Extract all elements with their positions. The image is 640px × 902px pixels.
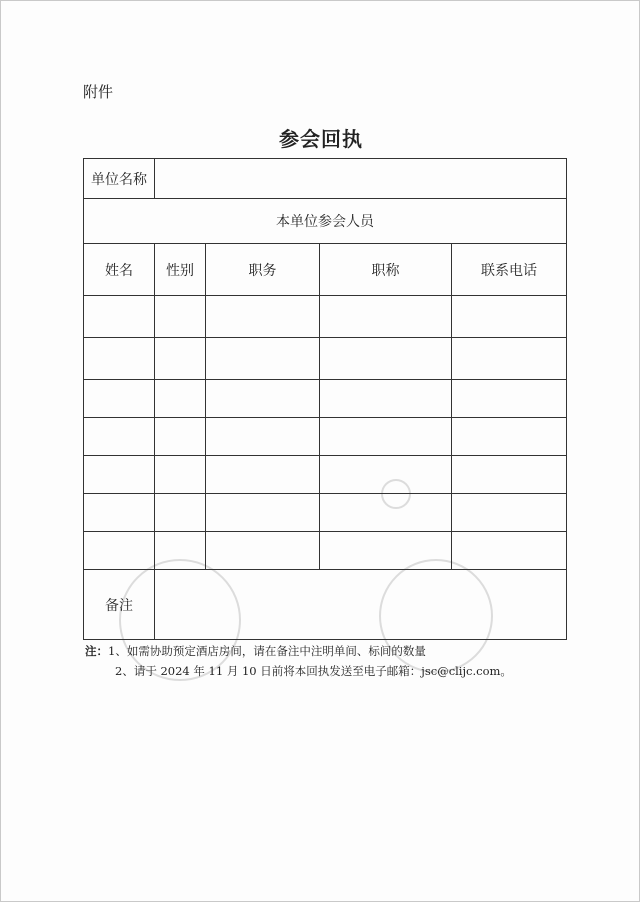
cell-phone[interactable] [452, 494, 567, 532]
notes-section [85, 641, 512, 681]
cell-phone[interactable] [452, 532, 567, 570]
cell-title[interactable] [320, 338, 452, 380]
cell-position[interactable] [206, 338, 320, 380]
registration-form-table [83, 158, 567, 640]
cell-title[interactable] [320, 494, 452, 532]
note-text-1: 1、如需协助预定酒店房间，请在备注中注明单间、标间的数量 [108, 644, 426, 658]
attachment-label: 附件 [83, 83, 114, 101]
cell-gender[interactable] [155, 418, 206, 456]
column-header-title: 职称 [320, 244, 452, 296]
cell-title[interactable] [320, 418, 452, 456]
notes-prefix: 注： [85, 644, 108, 658]
note-item-1 [85, 641, 512, 661]
cell-gender[interactable] [155, 380, 206, 418]
cell-phone[interactable] [452, 296, 567, 338]
column-header-gender: 性别 [155, 244, 206, 296]
cell-phone[interactable] [452, 456, 567, 494]
remarks-label: 备注 [84, 570, 155, 640]
cell-title[interactable] [320, 456, 452, 494]
cell-gender[interactable] [155, 532, 206, 570]
table-row [84, 532, 567, 570]
cell-phone[interactable] [452, 380, 567, 418]
cell-position[interactable] [206, 494, 320, 532]
cell-phone[interactable] [452, 418, 567, 456]
table-row [84, 338, 567, 380]
cell-position[interactable] [206, 296, 320, 338]
table-row [84, 380, 567, 418]
unit-name-label: 单位名称 [84, 159, 155, 199]
cell-gender[interactable] [155, 494, 206, 532]
cell-title[interactable] [320, 380, 452, 418]
cell-name[interactable] [84, 338, 155, 380]
note-text-2: 2、请于 2024 年 11 月 10 日前将本回执发送至电子邮箱：jsc@clijc.com。 [115, 664, 512, 678]
cell-position[interactable] [206, 380, 320, 418]
remarks-row [84, 570, 567, 640]
note-item-2 [85, 661, 512, 681]
table-row [84, 494, 567, 532]
cell-position[interactable] [206, 532, 320, 570]
cell-name[interactable] [84, 456, 155, 494]
cell-position[interactable] [206, 418, 320, 456]
section-header-row [84, 199, 567, 244]
cell-name[interactable] [84, 418, 155, 456]
cell-title[interactable] [320, 532, 452, 570]
cell-gender[interactable] [155, 456, 206, 494]
page-title: 参会回执 [279, 127, 363, 151]
remarks-cell[interactable] [155, 570, 567, 640]
cell-phone[interactable] [452, 338, 567, 380]
column-header-position: 职务 [206, 244, 320, 296]
cell-gender[interactable] [155, 338, 206, 380]
column-header-phone: 联系电话 [452, 244, 567, 296]
cell-title[interactable] [320, 296, 452, 338]
table-row [84, 296, 567, 338]
cell-name[interactable] [84, 494, 155, 532]
column-header-name: 姓名 [84, 244, 155, 296]
cell-position[interactable] [206, 456, 320, 494]
cell-name[interactable] [84, 296, 155, 338]
unit-name-row [84, 159, 567, 199]
cell-name[interactable] [84, 532, 155, 570]
table-row [84, 456, 567, 494]
column-header-row [84, 244, 567, 296]
unit-name-cell[interactable] [155, 159, 567, 199]
cell-gender[interactable] [155, 296, 206, 338]
table-row [84, 418, 567, 456]
section-header: 本单位参会人员 [84, 199, 567, 244]
cell-name[interactable] [84, 380, 155, 418]
